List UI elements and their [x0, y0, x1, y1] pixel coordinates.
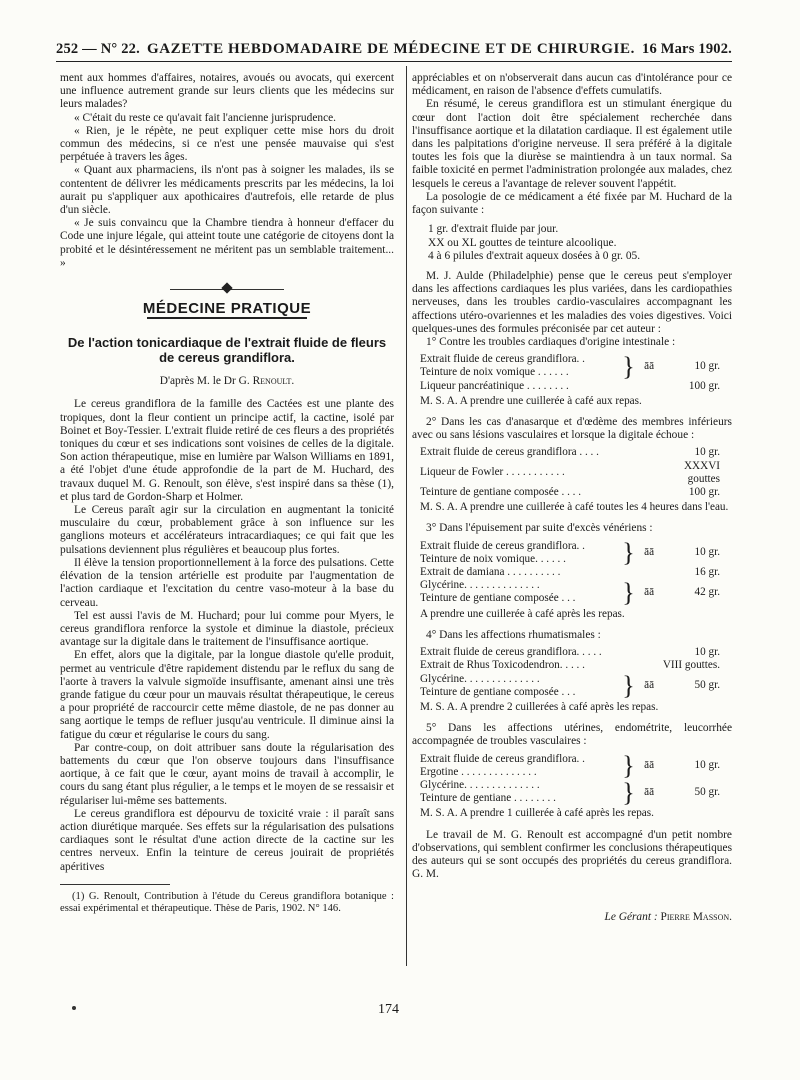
formula-row [420, 446, 720, 459]
empty-cell [636, 486, 663, 499]
grouping-brace: } [622, 751, 635, 781]
ingredient-name: Liqueur pancréatinique . . . . . . . . [420, 379, 569, 392]
ana-mark: āā [644, 759, 655, 772]
ingredient-name: Extrait fluide de cereus grandiflora. . . . . [420, 646, 602, 659]
formula-instruction: A prendre une cuillerée à café après les repas. [420, 607, 625, 620]
section-underline [147, 317, 307, 319]
empty-cell [636, 646, 663, 659]
dosage-line: 1 gr. d'extrait fluide par jour. [428, 223, 559, 236]
dosage-list [428, 223, 732, 264]
formula-table [420, 646, 720, 699]
empty-cell [621, 380, 635, 393]
formula-instruction: M. S. A. A prendre 2 cuillerées à café après les repas. [420, 700, 659, 713]
grouping-brace: } [622, 351, 635, 381]
article-paragraph: Le cereus grandiflora est dépourvu de toxicité vraie : il paraît sans action diurétique marquée. Ses effets sur la régularisation des pulsations cardiaques sont le résultat d'une action directe de la cactine sur les centres nerveux. Enfin la teinture de cereus jouirait de propriétés apéritives [60, 807, 394, 873]
formula-row [420, 486, 720, 499]
article-paragraph: appréciables et on n'observerait dans aucun cas d'intolérance pour ce médicament, en raison de l'absence d'effets cumulatifs. [412, 72, 732, 98]
ingredient-name: Extrait fluide de cereus grandiflora . . . . [420, 446, 599, 459]
empty-cell [621, 486, 635, 499]
empty-cell [621, 646, 635, 659]
ingredient-name: Extrait fluide de cereus grandiflora. . [420, 752, 585, 765]
ingredient-quantity: 10 gr. [694, 759, 720, 772]
ingredient-name: Liqueur de Fowler . . . . . . . . . . . [420, 466, 565, 479]
ingredient-quantity: 10 gr. [694, 446, 720, 459]
header-rule [56, 61, 732, 62]
issue-date: 16 Mars 1902. [642, 41, 732, 57]
ana-mark: āā [644, 546, 655, 559]
grouping-brace: } [622, 577, 635, 607]
quote-paragraph: « C'était du reste ce qu'avait fait l'ancienne jurisprudence. [74, 111, 337, 124]
formula-table [420, 540, 720, 606]
formula-heading: 5° Dans les affections utérines, endométrite, leucorrhée accompagnée de troubles vasculaires : [412, 722, 732, 748]
formula-table [420, 753, 720, 806]
footnote-text: (1) G. Renoult, Contribution à l'étude du Cereus grandiflora botanique : essai expérimental et thérapeutique. Thèse de Paris, 1902. N° 146. [60, 890, 394, 915]
formula-row [420, 460, 720, 486]
ingredient-name: Teinture de gentiane . . . . . . . . [420, 792, 556, 805]
formula-heading: 3° Dans l'épuisement par suite d'excès vénériens : [426, 522, 653, 535]
ingredient-quantity: 50 gr. [694, 785, 720, 798]
article-paragraph: La posologie de ce médicament a été fixée par M. Huchard de la façon suivante : [412, 190, 732, 217]
quote-paragraph: ment aux hommes d'affaires, notaires, avoués ou avocats, qui exercent une influence autrement grande sur leurs clients que les médecins sur leurs malades? [60, 72, 394, 111]
grouping-brace: } [622, 671, 635, 701]
empty-cell [636, 446, 663, 459]
ingredient-name: Extrait de Rhus Toxicodendron. . . . . [420, 659, 585, 672]
page-mark: 174 [378, 1002, 399, 1017]
signature [412, 911, 732, 924]
empty-cell [621, 446, 635, 459]
ingredient-quantity: 10 gr. [694, 646, 720, 659]
formula-row [420, 540, 720, 553]
quote-paragraph: « Rien, je le répète, ne peut expliquer cette mise hors du droit commun des médecins, si ce n'est une pensée mauvaise qui s'est perpétuée à travers les âges. [60, 124, 394, 164]
ingredient-quantity: VIII gouttes. [662, 659, 720, 672]
ingredient-quantity: 100 gr. [688, 379, 720, 392]
ingredient-name: Teinture de noix vomique. . . . . . [420, 552, 566, 565]
journal-title: GAZETTE HEBDOMADAIRE DE MÉDECINE ET DE CHIRURGIE. [146, 41, 635, 57]
formula-row [420, 659, 720, 672]
formula-row [420, 779, 720, 792]
empty-cell [636, 659, 663, 672]
formula-instruction: M. S. A. A prendre une cuillerée à café toutes les 4 heures dans l'eau. [420, 501, 729, 514]
ingredient-name: Glycérine. . . . . . . . . . . . . . [420, 672, 540, 685]
article-paragraph: En résumé, le cereus grandiflora est un stimulant énergique du cœur dont l'action doit être spécialement recherchée dans l'insuffisance aortique et la dilatation cardiaque. Il est également utile dans les palpitations d'origine nerveuse. Il sera préféré à la digitale toutes les fois que la diurèse se maintiendra à un taux normal. Sa faible toxicité en permet l'administration prolongée aux malades, chez lesquels le cereus a l'avantage de relever souvent l'appétit. [412, 98, 732, 190]
footnote [60, 891, 394, 916]
column-divider [406, 66, 407, 966]
signature-label: Le Gérant : [604, 911, 658, 924]
ingredient-name: Glycérine. . . . . . . . . . . . . . [420, 579, 540, 592]
ingredient-name: Extrait fluide de cereus grandiflora. . [420, 539, 585, 552]
page-number: 252 — N° 22. [56, 41, 140, 57]
article-paragraph: Tel est aussi l'avis de M. Huchard; pour lui comme pour Myers, le cereus grandiflora renforce la systole et diminue la diastole, précieux avantage sur la digitale dans le traitement de l'insuffisance aortique. [60, 609, 394, 649]
ana-mark: āā [644, 679, 655, 692]
grouping-brace: } [622, 777, 635, 807]
closing-paragraph: Le travail de M. G. Renoult est accompagné d'un petit nombre d'observations, qui semblent confirmer les conclusions thérapeutiques des auteurs qui se sont occupés des propriétés du cereus grandiflora. G. M. [412, 828, 732, 881]
quote-paragraph: « Quant aux pharmaciens, ils n'ont pas à soigner les malades, ils se contentent de délivrer les médicaments prescrits par les médecins, la loi aurait pu s'appliquer aux apothicaires d'autrefois, elle retarde de plus d'un siècle. [60, 164, 394, 217]
formula-instruction: M. S. A. A prendre 1 cuillerée à café après les repas. [420, 807, 654, 820]
byline-author: Renoult. [252, 375, 295, 388]
empty-cell [636, 566, 663, 579]
ingredient-name: Teinture de gentiane composée . . . . [420, 486, 582, 499]
formula-row [420, 353, 720, 366]
page-header [56, 36, 732, 58]
ingredient-name: Extrait fluide de cereus grandiflora. . [420, 353, 585, 366]
section-ornament [60, 282, 394, 296]
formula-row [420, 646, 720, 659]
formula-heading: 1° Contre les troubles cardiaques d'origine intestinale : [426, 336, 676, 349]
dosage-line: XX ou XL gouttes de teinture alcoolique. [428, 236, 617, 249]
formula-table [420, 446, 720, 499]
empty-cell [636, 460, 663, 486]
ingredient-name: Glycérine. . . . . . . . . . . . . . [420, 778, 540, 791]
signature-name: Pierre Masson. [660, 911, 732, 924]
article-paragraph: Le Cereus paraît agir sur la circulation en augmentant la tonicité musculaire du cœur, probablement grâce à son influence sur les ganglions moteurs et accélérateurs intracardiaques; ce qui fait que les pulsations deviennent plus régulières et beaucoup plus fortes. [60, 504, 394, 556]
left-column [60, 72, 394, 916]
ingredient-name: Teinture de noix vomique . . . . . . [420, 366, 569, 379]
formula-list [412, 336, 732, 821]
right-column [412, 72, 732, 925]
quote-block [60, 72, 394, 270]
formula-table [420, 353, 720, 393]
article-paragraph: Par contre-coup, on doit attribuer sans doute la régularisation des battements du cœur que l'on observe toujours dans l'insuffisance aortique, à ce fait que le cœur, ayant moins de travail à accomplir, le cours du sang étant plus régulier, a le temps et le moyen de se ressaisir et régulariser lui-même ses battements. [60, 741, 394, 807]
grouping-brace: } [622, 538, 635, 568]
empty-cell [621, 460, 635, 486]
ingredient-name: Teinture de gentiane composée . . . [420, 592, 576, 605]
ingredient-name: Ergotine . . . . . . . . . . . . . . [420, 765, 537, 778]
article-paragraph: M. J. Aulde (Philadelphie) pense que le cereus peut s'employer dans les affections cardiaques les plus variées, dans les cardiopathies nerveuses, dans les troubles cardio-vasculaires accompagnant les affections utéro-ovariennes et les maladies des voies digestives. Voici quelques-unes des formules préconisée par cet auteur : [412, 270, 732, 335]
article-paragraph: En effet, alors que la digitale, par la longue diastole qu'elle produit, permet au ventricule d'être rapidement distendu par le reflux du sang de l'aorte à travers la valvule sigmoïde insuffisante, amenant ainsi une très grande fatigue du cœur pour un mauvais résultat thérapeutique, le cereus a pour propriété de raccourcir cette même diastole, de ne pas donner au sang aortique le temps de refluer jusqu'au ventricule. Il diminue ainsi la fatigue du cœur et régularise le cours du sang. [60, 649, 394, 741]
ingredient-name: Teinture de gentiane composée . . . [420, 685, 576, 698]
formula-row [420, 579, 720, 592]
ingredient-quantity: 16 gr. [694, 566, 720, 579]
formula-instruction: M. S. A. A prendre une cuillerée à café aux repas. [420, 394, 642, 407]
ingredient-quantity: 10 gr. [694, 359, 720, 372]
byline-prefix: D'après M. le Dr G. [159, 375, 250, 388]
formula-row [420, 673, 720, 686]
empty-cell [636, 380, 663, 393]
ingredient-name: Extrait de damiana . . . . . . . . . . [420, 566, 561, 579]
formula-row [420, 753, 720, 766]
footnote-rule [60, 884, 170, 885]
ana-mark: āā [644, 785, 655, 798]
formula-row [420, 566, 720, 579]
article-paragraph: Le cereus grandiflora de la famille des Cactées est une plante des tropiques, dont la fleur contient un principe actif, la cactine, isolé par Boinet et Boy-Tessier. L'extrait fluide retiré de ces fleurs a des propriétés toniques du cœur et ses indications sont voisines de celles de la digitale. Son action thérapeutique, mise en lumière par Walson Williams en 1891, a été l'objet d'une étude approfondie de la part de M. Huchard, des travaux duquel M. G. Renoult, son élève, s'est inspiré dans sa thèse (1), et plus tard de Gordon-Sharp et Holmer. [60, 398, 394, 503]
article-title: De l'action tonicardiaque de l'extrait fluide de fleurs de cereus grandiflora. [67, 335, 387, 366]
formula-heading: 4° Dans les affections rhumatismales : [426, 628, 601, 641]
dosage-line: 4 à 6 pilules d'extrait aqueux dosées à 0 gr. 05. [428, 250, 641, 263]
ingredient-quantity: 100 gr. [688, 486, 720, 499]
byline [60, 375, 394, 388]
section-title: MÉDECINE PRATIQUE [142, 300, 312, 318]
ana-mark: āā [644, 359, 655, 372]
formula-row [420, 380, 720, 393]
ingredient-quantity: 10 gr. [694, 546, 720, 559]
quote-paragraph: « Je suis convaincu que la Chambre tiendra à honneur d'effacer du Code une injure légale, qui atteint toute une catégorie de citoyens dont la probité et le désintéressement ne méritent pas un semblable traitement... » [60, 217, 394, 269]
ana-mark: āā [644, 585, 655, 598]
formula-heading: 2° Dans les cas d'anasarque et d'œdème des membres inférieurs avec ou sans lésions vasculaires et lorsque la digitale échoue : [412, 416, 732, 442]
ingredient-quantity: 50 gr. [694, 679, 720, 692]
page-dot [72, 1006, 76, 1010]
ingredient-quantity: 42 gr. [694, 585, 720, 598]
article-paragraph: Il élève la tension proportionnellement à la force des pulsations. Cette élévation de la tension artérielle est produite par l'augmentation de l'action cardiaque et l'excitation du centre vaso-moteur à la base du cerveau. [60, 556, 394, 609]
ingredient-quantity: XXXVI gouttes [683, 459, 720, 485]
